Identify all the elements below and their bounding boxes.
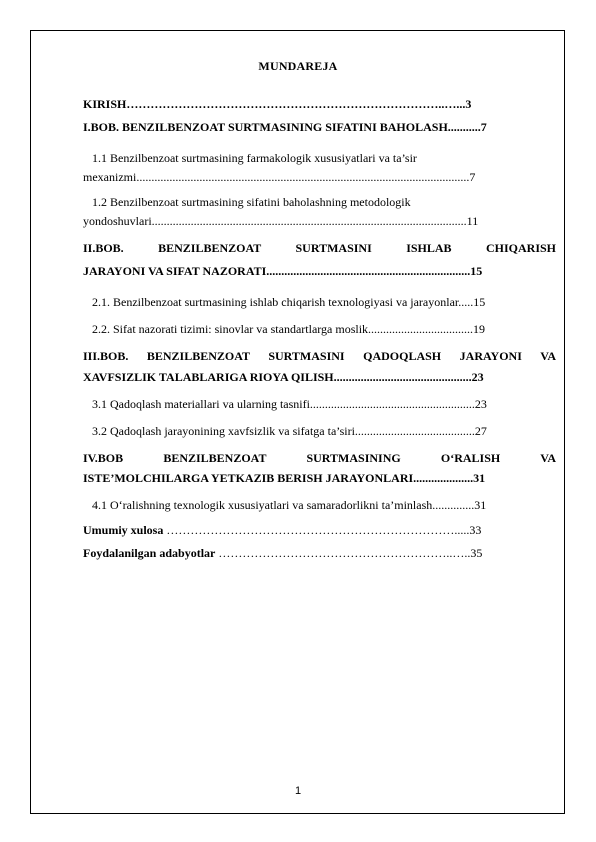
toc-entry-section-1-2-line1[interactable]: 1.2 Benzilbenzoat surtmasining sifatini baholashning metodologik [92,195,411,209]
toc-entry-chapter-1[interactable]: I.BOB. BENZILBENZOAT SURTMASINING SIFATINI BAHOLASH...........7 [83,120,487,134]
toc-entry-umumiy-xulosa-label: Umumiy xulosa [83,523,164,537]
page-border [30,30,565,814]
toc-entry-section-4-1[interactable]: 4.1 O‘ralishning texnologik xususiyatlari va samaradorlikni ta’minlash..............31 [92,498,487,512]
toc-entry-section-3-1[interactable]: 3.1 Qadoqlash materiallari va ularning tasnifi.......................................................23 [92,397,487,411]
toc-entry-chapter-3-line2[interactable]: XAVFSIZLIK TALABLARIGA RIOYA QILISH..............................................23 [83,370,484,384]
toc-entry-section-2-2[interactable]: 2.2. Sifat nazorati tizimi: sinovlar va standartlarga moslik...................................19 [92,322,486,336]
toc-entry-chapter-4-line2[interactable]: ISTE’MOLCHILARGA YETKAZIB BERISH JARAYONLARI....................31 [83,471,486,485]
toc-entry-chapter-4-line1[interactable]: IV.BOB BENZILBENZOAT SURTMASINING O‘RALISH VA [83,451,556,465]
toc-entry-umumiy-xulosa-leader: ……………………………………………………………….....33 [163,523,482,537]
toc-entry-section-3-2[interactable]: 3.2 Qadoqlash jarayonining xavfsizlik va sifatga ta’siri........................................27 [92,424,487,438]
toc-entry-section-1-1-line1[interactable]: 1.1 Benzilbenzoat surtmasining farmakologik xususiyatlari va ta’sir [92,151,417,165]
toc-entry-section-2-1[interactable]: 2.1. Benzilbenzoat surtmasining ishlab chiqarish texnologiyasi va jarayonlar.....15 [92,295,486,309]
toc-entry-section-1-2-line2[interactable]: yondoshuvlari.........................................................................................................11 [83,214,479,228]
toc-entry-chapter-2-line1[interactable]: II.BOB. BENZILBENZOAT SURTMASINI ISHLAB CHIQARISH [83,241,556,255]
toc-entry-chapter-3-line1[interactable]: III.BOB. BENZILBENZOAT SURTMASINI QADOQLASH JARAYONI VA [83,349,556,363]
toc-entry-foydalanilgan-adabyotlar[interactable] [83,546,556,561]
toc-entry-foydalanilgan-adabyotlar-label: Foydalanilgan adabyotlar [83,546,216,560]
toc-entry-kirish[interactable]: KIRISH……………………………………………………………………..…...3 [83,97,472,111]
toc-entry-chapter-2-line2[interactable]: JARAYONI VA SIFAT NAZORATI....................................................................15 [83,264,483,278]
toc-entry-section-1-1-line2[interactable]: mexanizmi...............................................................................................................7 [83,170,476,184]
page-title: MUNDAREJA [258,59,338,73]
toc-entry-umumiy-xulosa[interactable] [83,523,556,538]
page-number: 1 [294,785,302,797]
toc-entry-foydalanilgan-adabyotlar-leader: …………………………………………………..…..35 [215,546,483,560]
